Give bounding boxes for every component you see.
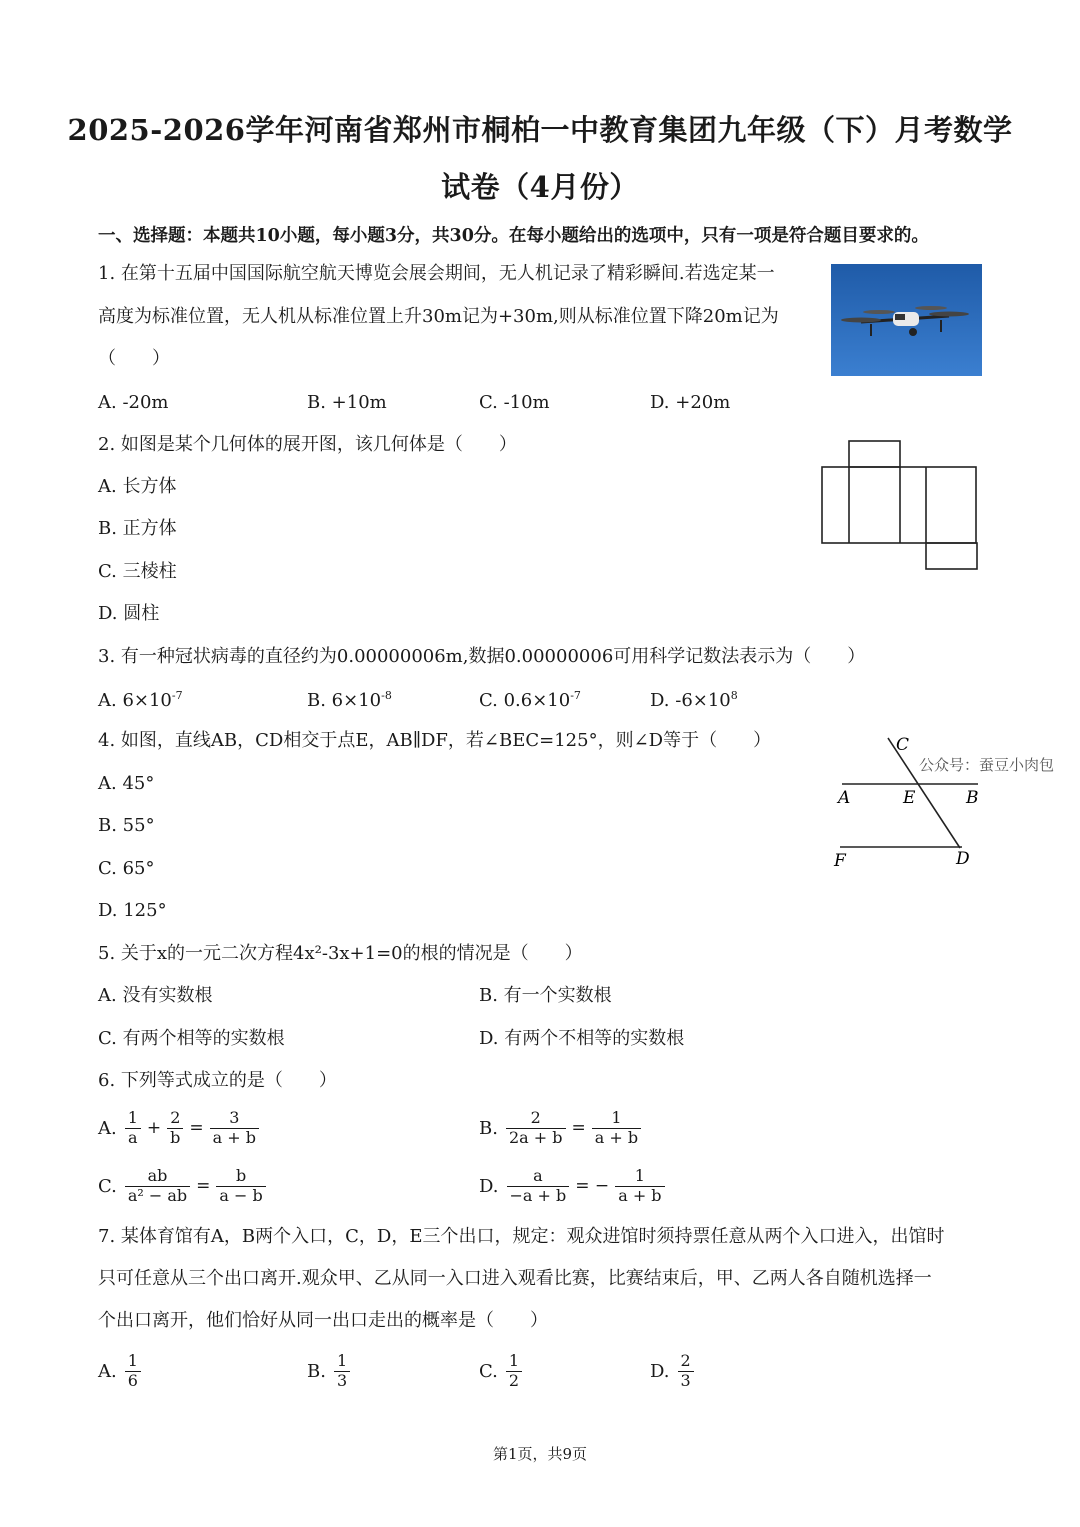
q6-option-a: A. $\frac{1}{a}$ + $\frac{2}{b}$ = $\frac{3}{a + b}$ (98, 1105, 261, 1151)
q5-stem: 5. 关于x的一元二次方程4x²-3x+1=0的根的情况是（ ） (98, 943, 583, 964)
q5-option-a: A. 没有实数根 (98, 985, 213, 1006)
fraction: $\frac{2}{3}$ (678, 1352, 694, 1390)
label-b: B (966, 788, 979, 808)
fraction: $\frac{1}{a}$ (125, 1109, 141, 1147)
q3-option-c: C. $0.6\times 10^{-7}$ (479, 689, 581, 711)
q2-option-d: D. 圆柱 (98, 603, 160, 624)
label-e: E (903, 788, 916, 808)
fraction: $\frac{1}{2}$ (506, 1352, 522, 1390)
q2-option-a: A. 长方体 (98, 476, 177, 497)
q7-line2: 只可任意从三个出口离开.观众甲、乙从同一入口进入观看比赛，比赛结束后，甲、乙两人各自随机选择一 (98, 1268, 932, 1289)
q4-stem: 4. 如图，直线AB，CD相交于点E，AB∥DF，若∠BEC=125°，则∠D等于（ ） (98, 730, 772, 751)
fraction: $\frac{a}{-a + b}$ (507, 1167, 570, 1205)
q1-option-c: C. -10m (479, 392, 550, 413)
q4-geometry-figure (830, 730, 1080, 876)
q6-stem: 6. 下列等式成立的是（ ） (98, 1070, 337, 1091)
q1-option-a: A. -20m (98, 392, 169, 413)
q4-option-d: D. 125° (98, 900, 167, 921)
fraction: $\frac{2}{2a + b}$ (506, 1109, 566, 1147)
q1-option-d: D. +20m (650, 392, 731, 413)
section-heading: 一、选择题：本题共10小题，每小题3分，共30分。在每小题给出的选项中，只有一项是符合题目要求的。 (98, 226, 929, 246)
q1-line2: 高度为标准位置，无人机从标准位置上升30m记为+30m,则从标准位置下降20m记为 (98, 306, 779, 327)
q7-option-b: B. $\frac{1}{3}$ (307, 1348, 352, 1394)
q7-option-a: A. $\frac{1}{6}$ (98, 1348, 143, 1394)
q3-option-d: D. $-6\times 10^8$ (650, 689, 738, 711)
q5-option-b: B. 有一个实数根 (479, 985, 612, 1006)
label-f: F (834, 851, 846, 871)
q6-option-c: C. $\frac{ab}{\text{a² − ab}}$ = $\frac{b}{a - b}$ (98, 1163, 268, 1209)
fraction: $\frac{b}{a - b}$ (216, 1167, 265, 1205)
fraction: $\frac{ab}{\text{a² − ab}}$ (125, 1167, 190, 1205)
q6-option-b: B. $\frac{2}{2a + b}$ = $\frac{1}{a + b}$ (479, 1105, 643, 1151)
label-c: C (896, 735, 910, 755)
q7-line3: 个出口离开，他们恰好从同一出口走出的概率是（ ） (98, 1310, 548, 1331)
fraction: $\frac{1}{a + b}$ (592, 1109, 641, 1147)
watermark: 公众号：蚕豆小肉包 (919, 756, 1055, 774)
fraction: $\frac{1}{6}$ (125, 1352, 141, 1390)
q4-option-c: C. 65° (98, 858, 155, 879)
q2-stem: 2. 如图是某个几何体的展开图，该几何体是（ ） (98, 434, 517, 455)
q3-option-a: A. $6\times 10^{-7}$ (98, 689, 183, 711)
q7-line1: 7. 某体育馆有A，B两个入口，C，D，E三个出口，规定：观众进馆时须持票任意从两个入口进入，出馆时 (98, 1226, 945, 1247)
q3-stem: 3. 有一种冠状病毒的直径约为0.00000006m,数据0.00000006可用科学记数法表示为（ ） (98, 646, 866, 667)
q6-option-d: D. $\frac{a}{-a + b}$ = − $\frac{1}{a + b}$ (479, 1163, 667, 1209)
q7-option-d: D. $\frac{2}{3}$ (650, 1348, 696, 1394)
page-footer: 第1页，共9页 (492, 1445, 588, 1463)
label-d: D (956, 849, 970, 869)
page-title-line2: 试卷（4月份） (441, 170, 639, 204)
q1-option-b: B. +10m (307, 392, 387, 413)
net-figure (818, 436, 982, 574)
q1-line3: （ ） (98, 348, 170, 369)
q2-option-c: C. 三棱柱 (98, 561, 177, 582)
q4-option-a: A. 45° (98, 773, 155, 794)
fraction: $\frac{1}{3}$ (334, 1352, 350, 1390)
fraction: $\frac{3}{a + b}$ (210, 1109, 259, 1147)
q5-option-c: C. 有两个相等的实数根 (98, 1028, 285, 1049)
q1-line1: 1. 在第十五届中国国际航空航天博览会展会期间，无人机记录了精彩瞬间.若选定某一 (98, 263, 775, 284)
label-a: A (838, 788, 851, 808)
q7-option-c: C. $\frac{1}{2}$ (479, 1348, 524, 1394)
fraction: $\frac{1}{a + b}$ (615, 1167, 664, 1205)
q2-option-b: B. 正方体 (98, 518, 177, 539)
drone-photo (831, 264, 982, 376)
q3-option-b: B. $6\times 10^{-8}$ (307, 689, 392, 711)
q4-option-b: B. 55° (98, 815, 155, 836)
page-title: 2025-2026学年河南省郑州市桐柏一中教育集团九年级（下）月考数学 (67, 113, 1013, 147)
fraction: $\frac{2}{b}$ (167, 1109, 183, 1147)
q5-option-d: D. 有两个不相等的实数根 (479, 1028, 685, 1049)
